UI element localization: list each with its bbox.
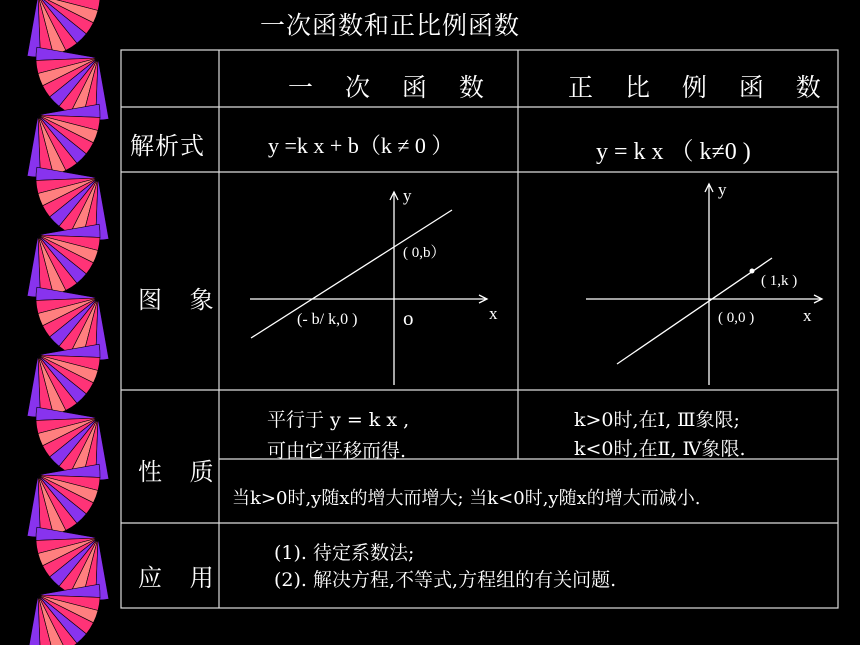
label-properties: 性 质: [138, 458, 224, 486]
linear-x-intercept: (- b/ k,0 ): [297, 311, 358, 328]
shared-property: 当k>0时,y随x的增大而增大; 当k<0时,y随x的增大而减小.: [232, 488, 701, 509]
proportional-property-1: k>0时,在Ⅰ, Ⅲ象限;: [574, 409, 740, 431]
linear-x-label: x: [489, 304, 498, 323]
application-line-1: (1). 待定系数法;: [274, 542, 415, 564]
proportional-property-2: k<0时,在Ⅱ, Ⅳ象限.: [574, 438, 746, 460]
linear-property-2: 可由它平移而得.: [267, 440, 407, 462]
formula-proportional: y = k x （ k≠0 ): [596, 139, 751, 165]
linear-y-label: y: [403, 186, 412, 205]
linear-origin-label: o: [403, 306, 414, 330]
formula-linear: y =k x + b（k ≠ 0 ）: [268, 133, 454, 158]
point-1k: [750, 269, 755, 274]
proportional-point-label: ( 1,k ): [761, 273, 798, 289]
header-linear-function: 一 次 函 数: [288, 73, 496, 102]
linear-y-intercept: ( 0,b）: [403, 245, 446, 261]
label-application: 应 用: [138, 564, 224, 592]
application-line-2: (2). 解决方程,不等式,方程组的有关问题.: [274, 569, 617, 591]
linear-property-1: 平行于 y = k x ,: [267, 409, 410, 431]
proportional-y-label: y: [718, 180, 727, 199]
label-graph: 图 象: [138, 286, 224, 314]
page-title: 一次函数和正比例函数: [260, 11, 521, 40]
proportional-origin-label: ( 0,0 ): [718, 310, 755, 326]
label-formula: 解析式: [130, 132, 205, 160]
proportional-x-label: x: [803, 306, 812, 325]
header-proportional-function: 正 比 例 函 数: [568, 73, 833, 102]
